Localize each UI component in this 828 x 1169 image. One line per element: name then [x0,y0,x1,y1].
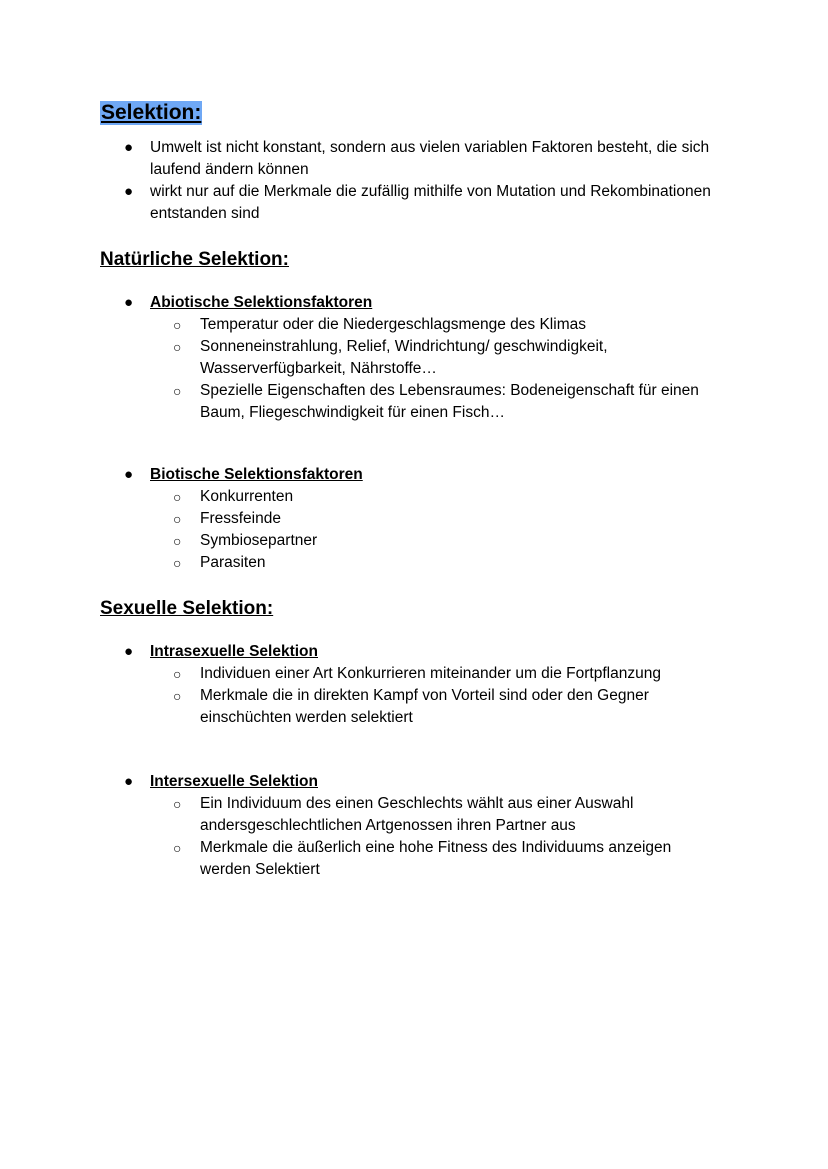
list-item-intersexuell: ● Intersexuelle Selektion [0,771,730,793]
selektion-list [0,137,828,225]
list-item: ● Umwelt ist nicht konstant, sondern aus vielen variablen Faktoren besteht, die sich laufend ändern können [124,139,710,178]
heading-natuerliche-selektion: Natürliche Selektion: [100,249,289,270]
list-item-biotisch: ● Biotische Selektionsfaktoren [0,464,730,486]
list-item-intrasexuell: ● Intrasexuelle Selektion [0,641,730,663]
bullet-icon: ● [124,773,134,790]
sub-list-item: ○ Sonneneinstrahlung, Relief, Windrichtung/ geschwindigkeit, Wasserverfügbarkeit, Nährstoffe… [173,338,608,377]
sub-list-item: ○ Fressfeinde [0,508,720,530]
sub-list-item: ○ Temperatur oder die Niedergeschlagsmenge des Klimas [0,314,720,336]
circle-bullet-icon: ○ [173,688,182,704]
bullet-icon: ● [124,466,134,483]
bullet-icon: ● [124,294,134,311]
circle-bullet-icon: ○ [173,840,182,856]
heading-selektion: Selektion: [101,101,202,124]
circle-bullet-icon: ○ [173,317,182,333]
sub-list-item: ○ Parasiten [0,552,720,574]
circle-bullet-icon: ○ [173,796,182,812]
list-item: ● wirkt nur auf die Merkmale die zufällig mithilfe von Mutation und Rekombinationen entstanden sind [124,183,711,222]
bullet-icon: ● [124,183,134,200]
list-item-abiotisch: ● Abiotische Selektionsfaktoren [0,292,730,314]
circle-bullet-icon: ○ [173,555,182,571]
circle-bullet-icon: ○ [173,383,182,399]
heading-sexuelle-selektion: Sexuelle Selektion: [100,598,274,619]
circle-bullet-icon: ○ [173,339,182,355]
sub-list-item: ○ Merkmale die in direkten Kampf von Vorteil sind oder den Gegner einschüchten werden selektiert [173,687,649,726]
sub-list-item: ○ Spezielle Eigenschaften des Lebensraumes: Bodeneigenschaft für einen Baum, Fliegeschwindigkeit für einen Fisch… [173,382,699,421]
sub-list-item: ○ Merkmale die äußerlich eine hohe Fitness des Individuums anzeigen werden Selektiert [173,839,672,878]
bullet-icon: ● [124,139,134,156]
intrasexuell-list [0,641,828,729]
sub-list-item: ○ Konkurrenten [0,486,720,508]
bullet-icon: ● [124,643,134,660]
intersexuell-list [0,771,828,881]
biotisch-list [0,464,828,574]
circle-bullet-icon: ○ [173,511,182,527]
circle-bullet-icon: ○ [173,489,182,505]
sub-list-item: ○ Symbiosepartner [0,530,720,552]
circle-bullet-icon: ○ [173,666,182,682]
sub-list-item: ○ Ein Individuum des einen Geschlechts wählt aus einer Auswahl andersgeschlechtlichen Artgenossen ihren Partner aus [173,795,634,834]
abiotisch-list [0,292,828,424]
circle-bullet-icon: ○ [173,533,182,549]
sub-list-item: ○ Individuen einer Art Konkurrieren miteinander um die Fortpflanzung [0,663,720,685]
